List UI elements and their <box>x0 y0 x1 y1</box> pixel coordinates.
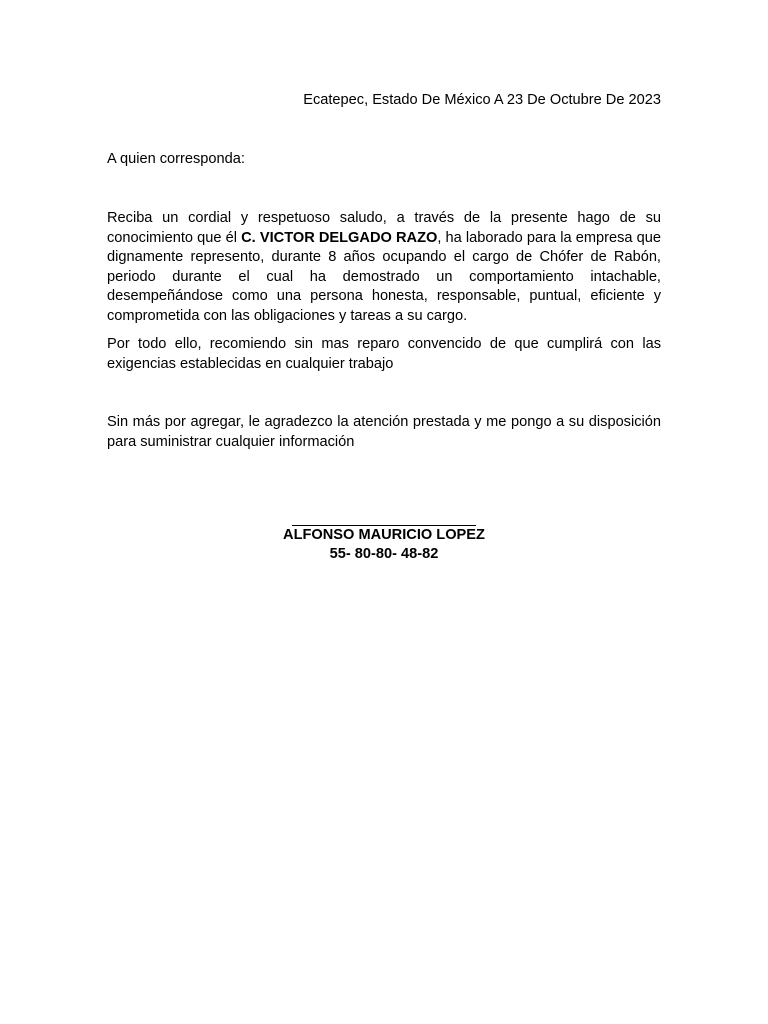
paragraph-recommendation <box>107 209 661 326</box>
date-line: Ecatepec, Estado De México A 23 De Octubre De 2023 <box>303 92 661 108</box>
salutation: A quien corresponda: <box>107 151 245 167</box>
paragraph-endorsement: Por todo ello, recomiendo sin mas reparo convencido de que cumplirá con las exigencias establecidas en cualquier trabajo <box>107 336 661 372</box>
signature-line <box>292 507 476 526</box>
paragraph-text-after: , ha laborado para la empresa que dignamente represento, durante 8 años ocupando el cargo de Chófer de Rabón, periodo durante el cual ha demostrado un comportamiento intachable, desempeñándose como una persona honesta, responsable, puntual, eficiente y comprometida con las obligaciones y tareas a su cargo. <box>107 229 661 324</box>
signer-phone: 55- 80-80- 48-82 <box>329 545 439 562</box>
signature-block <box>107 507 661 563</box>
signer-name: ALFONSO MAURICIO LOPEZ <box>283 527 485 543</box>
paragraph-closing: Sin más por agregar, le agradezco la atención prestada y me pongo a su disposición para suministrar cualquier información <box>107 414 661 450</box>
paragraph-text-before: Reciba un cordial y respetuoso saludo, a través de la presente hago de su conocimiento que él <box>107 210 661 246</box>
employee-name: C. VICTOR DELGADO RAZO <box>241 229 438 246</box>
